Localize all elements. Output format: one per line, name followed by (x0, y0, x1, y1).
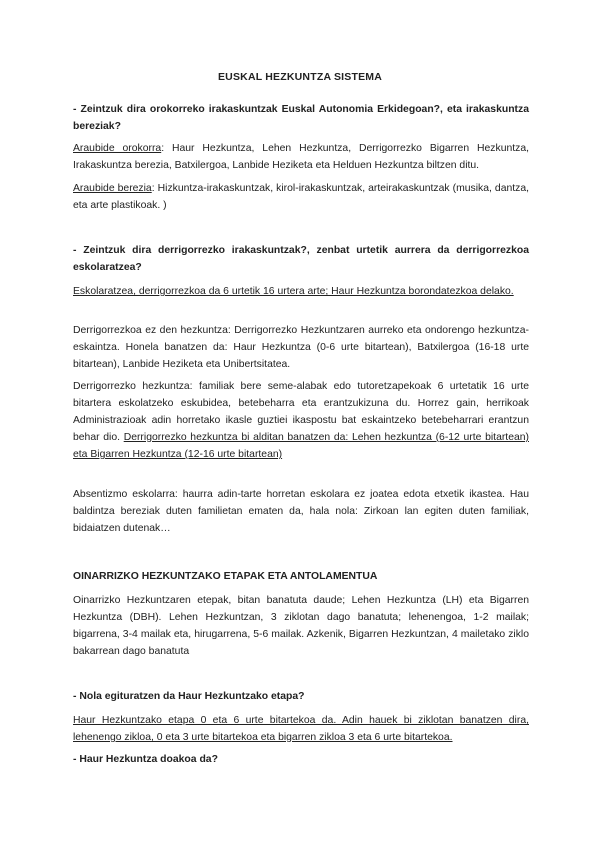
question-3: - Nola egituratzen da Haur Hezkuntzako etapa? (73, 691, 305, 702)
paragraph-araubide-orokorra (73, 140, 529, 174)
paragraph-eskolaratzea: Eskolaratzea, derrigorrezkoa da 6 urtetik 16 urtera arte; Haur Hezkuntza borondatezkoa delako. (73, 286, 514, 297)
paragraph-araubide-berezia (73, 180, 529, 214)
text-derrigorrezko: Derrigorrezko hezkuntza: familiak bere seme-alabak edo tutoretzapekoak 6 urtetatik 16 urte bitartera eskolatzeko eskubidea, betebeharra eta erantzukizuna du. Horrez gain, herrikoak Administrazioak adin horretako ikasle guztiei ikaspostu bat eskaintzeko betebeharrari erantzun behar dio. (73, 381, 529, 443)
paragraph-oinarrizko: Oinarrizko Hezkuntzaren etepak, bitan banatuta daude; Lehen Hezkuntza (LH) eta Bigarren Hezkuntza (DBH). Lehen Hezkuntzan, 3 ziklotan dago banatuta; lehenengoa, 1-2 mailak; bigarrena, 3-4 mailak eta, hirugarrena, 5-6 mailak. Azkenik, Bigarren Hezkuntzan, 4 mailetako ziklo bakarrean dago banatuta (73, 595, 529, 657)
label-araubide-orokorra: Araubide orokorra (73, 143, 162, 154)
underlined-derrigorrezko: Derrigorrezko hezkuntza bi alditan banatzen da: Lehen hezkuntza (6-12 urte bitartean) eta Bigarren Hezkuntza (12-16 urte bitartean) (73, 432, 529, 460)
section-heading-oinarrizko: OINARRIZKO HEZKUNTZAKO ETAPAK ETA ANTOLAMENTUA (73, 571, 378, 582)
label-araubide-berezia: Araubide berezia (73, 183, 152, 194)
paragraph-derrigorrezko-hezkuntza (73, 378, 529, 463)
text-araubide-berezia: : Hizkuntza-irakaskuntzak, kirol-irakaskuntzak, arteirakaskuntzak (musika, dantza, eta arte plastikoak. ) (73, 183, 530, 211)
paragraph-haur-hezkuntza: Haur Hezkuntzako etapa 0 eta 6 urte bitartekoa da. Adin hauek bi ziklotan banatzen dira, lehenengo zikloa, 0 eta 3 urte bitartekoa eta bigarren zikloa 3 eta 6 urte bitartekoa. (73, 715, 529, 743)
document-title: EUSKAL HEZKUNTZA SISTEMA (217, 71, 383, 83)
paragraph-absentismo: Absentizmo eskolarra: haurra adin-tarte horretan eskolara ez joatea edota etxetik ikastea. Hau baldintza bereziak duten familietan ematen da, hala nola: Zirkoan lan egiten duten familiak, bidaiatzen dutenak… (73, 489, 529, 534)
question-2: - Zeintzuk dira derrigorrezko irakaskuntzak?, zenbat urtetik aurrera da derrigorrezkoa eskolaratzea? (73, 245, 529, 273)
question-1: - Zeintzuk dira orokorreko irakaskuntzak Euskal Autonomia Erkidegoan?, eta irakaskuntza bereziak? (73, 104, 529, 132)
text-araubide-orokorra: : Haur Hezkuntza, Lehen Hezkuntza, Derrigorrezko Bigarren Hezkuntza, Irakaskuntza berezia, Batxilergoa, Lanbide Heziketa eta Helduen Hezkuntza biltzen ditu. (73, 143, 529, 171)
question-4: - Haur Hezkuntza doakoa da? (73, 754, 218, 765)
paragraph-ez-derrigorrezkoa: Derrigorrezkoa ez den hezkuntza: Derrigorrezko Hezkuntzaren aurreko eta ondorengo hezkuntza-eskaintza. Honela banatzen da: Haur Hezkuntza (0-6 urte bitartean), Batxilergoa (16-18 urte bitartean), Lanbide Heziketa eta Unibertsitatea. (73, 325, 529, 370)
